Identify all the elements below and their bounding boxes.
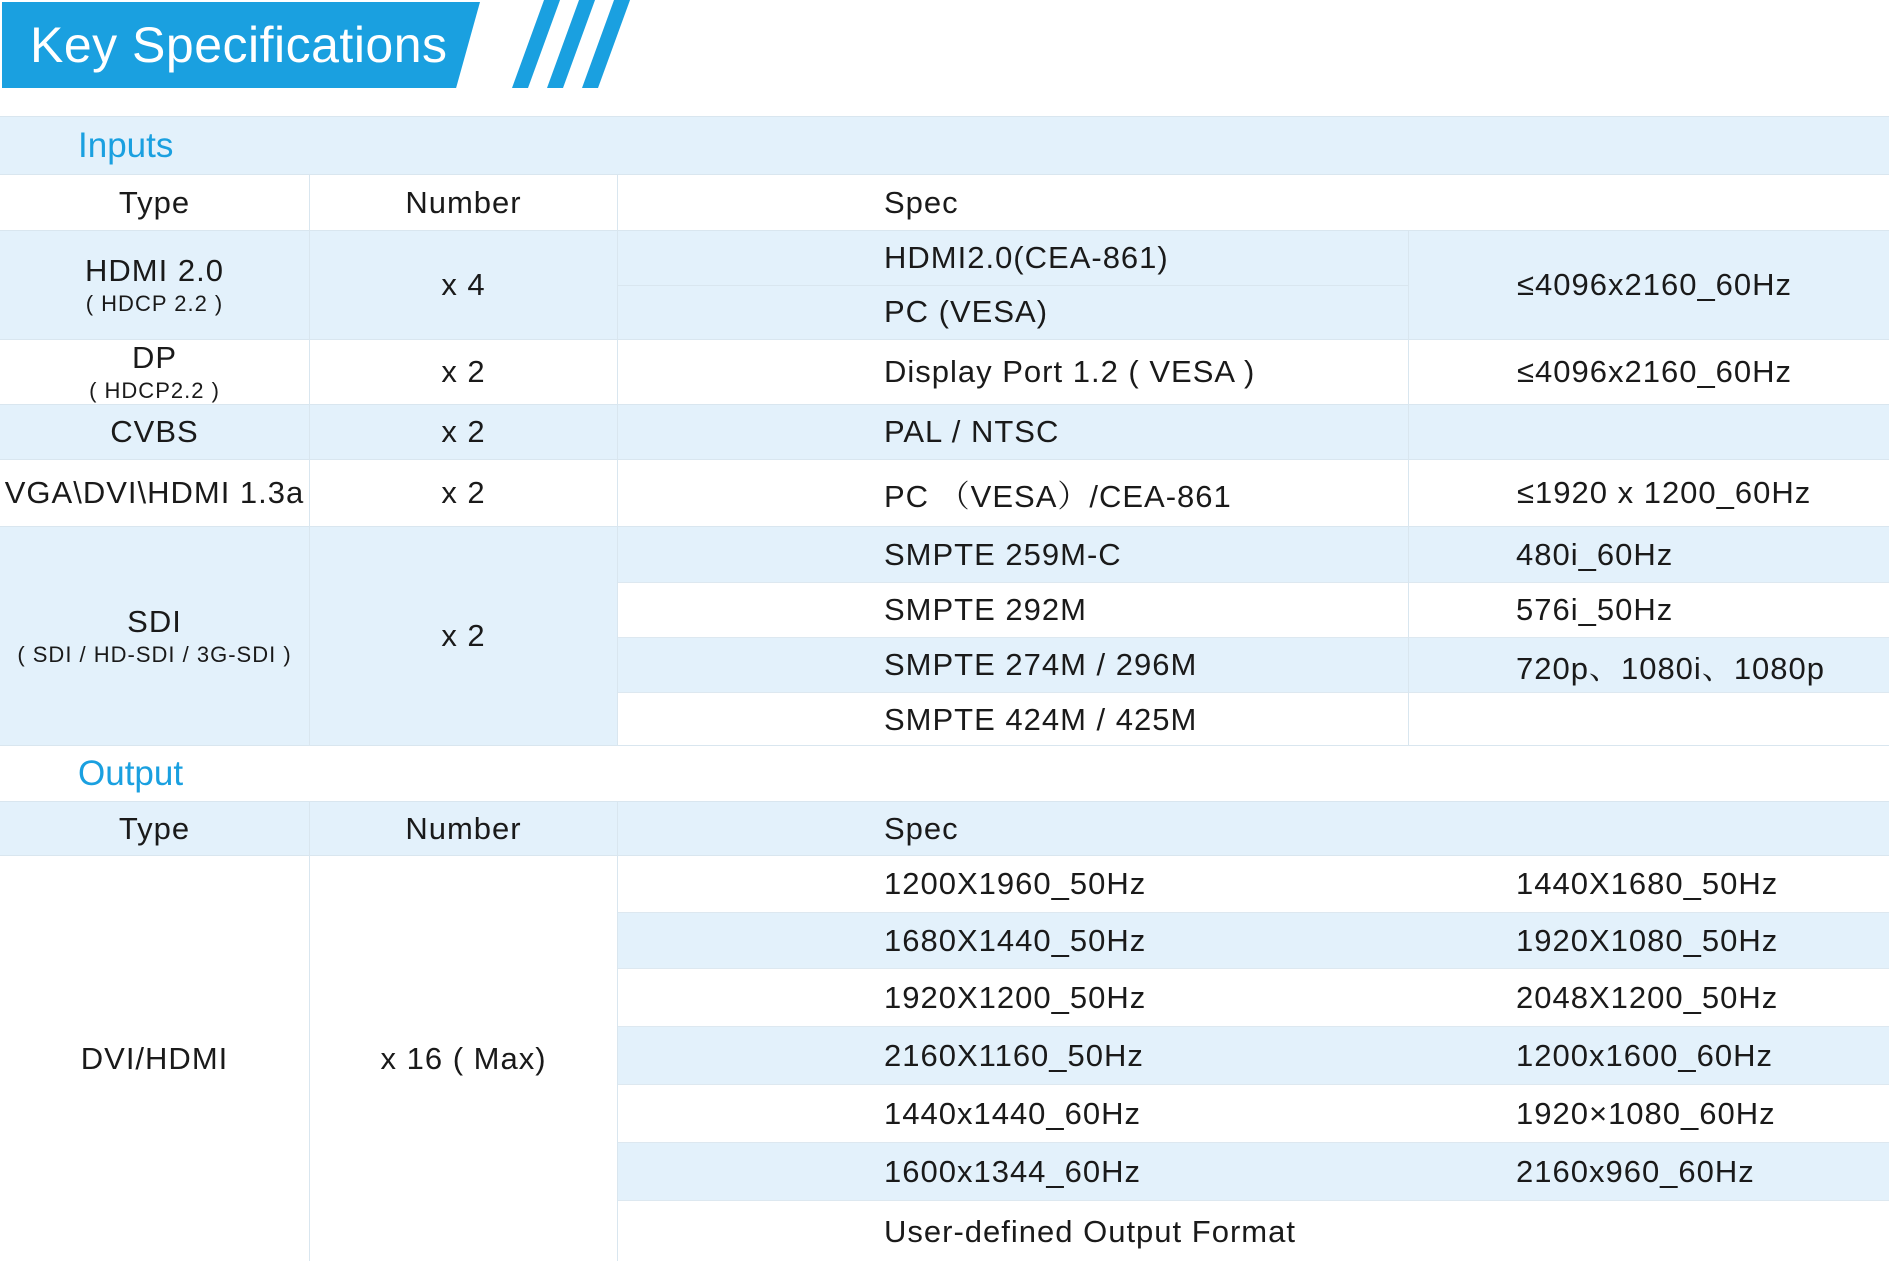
output-format-row — [618, 1200, 1889, 1262]
column-header-number: Number — [405, 810, 522, 846]
output-format: 1440x1440_60Hz — [884, 1095, 1142, 1131]
page-title: Key Specifications — [30, 17, 448, 73]
output-format: 2160x960_60Hz — [1516, 1153, 1755, 1189]
output-format: 1200x1600_60Hz — [1516, 1037, 1774, 1073]
table-row-dvi-hdmi — [0, 855, 1889, 1261]
output-column-headers — [0, 801, 1889, 855]
row-spec: HDMI2.0(CEA-861) — [884, 239, 1169, 275]
table-row-sdi — [0, 526, 1889, 745]
spec-table — [0, 116, 1889, 1261]
table-row-hdmi — [0, 230, 1889, 339]
table-row-dp — [0, 339, 1889, 404]
row-resolution: 576i_50Hz — [1516, 592, 1674, 627]
row-type: DVI/HDMI — [80, 1040, 229, 1076]
sdi-subrow — [618, 582, 1889, 637]
row-spec: PC (VESA) — [884, 294, 1049, 330]
row-resolution: ≤4096x2160_60Hz — [1517, 354, 1793, 389]
row-type-sub: ( HDCP2.2 ) — [89, 377, 220, 403]
table-row-vga — [0, 459, 1889, 526]
row-type-sub: ( SDI / HD-SDI / 3G-SDI ) — [17, 641, 292, 667]
row-spec: Display Port 1.2 ( VESA ) — [884, 354, 1256, 389]
output-format: 2048X1200_50Hz — [1516, 979, 1779, 1015]
row-type: HDMI 2.0 — [85, 252, 224, 288]
output-format: 1680X1440_50Hz — [884, 922, 1147, 958]
inputs-column-headers — [0, 174, 1889, 230]
row-type: CVBS — [110, 414, 199, 449]
output-format-row — [618, 1142, 1889, 1200]
output-format: 1600x1344_60Hz — [884, 1153, 1142, 1189]
row-resolution: 480i_60Hz — [1516, 536, 1674, 572]
table-row-cvbs — [0, 404, 1889, 459]
output-format-row — [618, 856, 1889, 912]
sdi-subrow — [618, 527, 1889, 582]
row-spec: SMPTE 274M / 296M — [884, 647, 1198, 682]
inputs-section-title: Inputs — [78, 125, 174, 165]
column-header-type: Type — [118, 810, 191, 846]
row-resolution: ≤1920 x 1200_60Hz — [1517, 475, 1812, 510]
inputs-section-header — [0, 116, 1889, 174]
row-number: x 2 — [441, 414, 486, 449]
row-type-sub: ( HDCP 2.2 ) — [85, 290, 224, 316]
output-format: 1920×1080_60Hz — [1516, 1095, 1776, 1131]
output-format: 1200X1960_50Hz — [884, 866, 1147, 901]
row-spec: SMPTE 259M-C — [884, 536, 1122, 572]
sdi-subrow — [618, 692, 1889, 746]
row-type: VGA\DVI\HDMI 1.3a — [4, 475, 305, 510]
row-spec: PC （VESA）/CEA-861 — [884, 478, 1232, 514]
output-section-title: Output — [78, 753, 184, 793]
output-format-row — [618, 968, 1889, 1026]
output-section-header — [0, 745, 1889, 801]
row-spec: PAL / NTSC — [884, 414, 1060, 449]
output-format-row — [618, 1026, 1889, 1084]
column-header-spec: Spec — [884, 810, 959, 846]
column-header-spec: Spec — [884, 184, 959, 220]
output-format: 1440X1680_50Hz — [1516, 866, 1779, 901]
output-format-row — [618, 912, 1889, 968]
row-resolution: ≤4096x2160_60Hz — [1517, 267, 1793, 302]
output-format: User-defined Output Format — [884, 1213, 1296, 1249]
output-format: 1920X1200_50Hz — [884, 979, 1147, 1015]
column-header-type: Type — [118, 184, 191, 220]
row-number: x 4 — [441, 267, 486, 302]
output-format: 1920X1080_50Hz — [1516, 922, 1779, 958]
row-number: x 2 — [441, 475, 486, 510]
row-number: x 16 ( Max) — [380, 1040, 547, 1076]
output-format-row — [618, 1084, 1889, 1142]
column-divider — [1408, 527, 1409, 745]
row-number: x 2 — [441, 618, 486, 653]
row-spec: SMPTE 424M / 425M — [884, 701, 1198, 737]
row-number: x 2 — [441, 354, 486, 389]
row-resolution: 720p、1080i、1080p — [1516, 650, 1826, 686]
row-type: DP — [131, 339, 178, 375]
row-type: SDI — [127, 603, 182, 639]
row-spec: SMPTE 292M — [884, 592, 1087, 627]
output-format: 2160X1160_50Hz — [884, 1037, 1144, 1073]
sdi-subrow — [618, 637, 1889, 692]
column-header-number: Number — [405, 184, 522, 220]
